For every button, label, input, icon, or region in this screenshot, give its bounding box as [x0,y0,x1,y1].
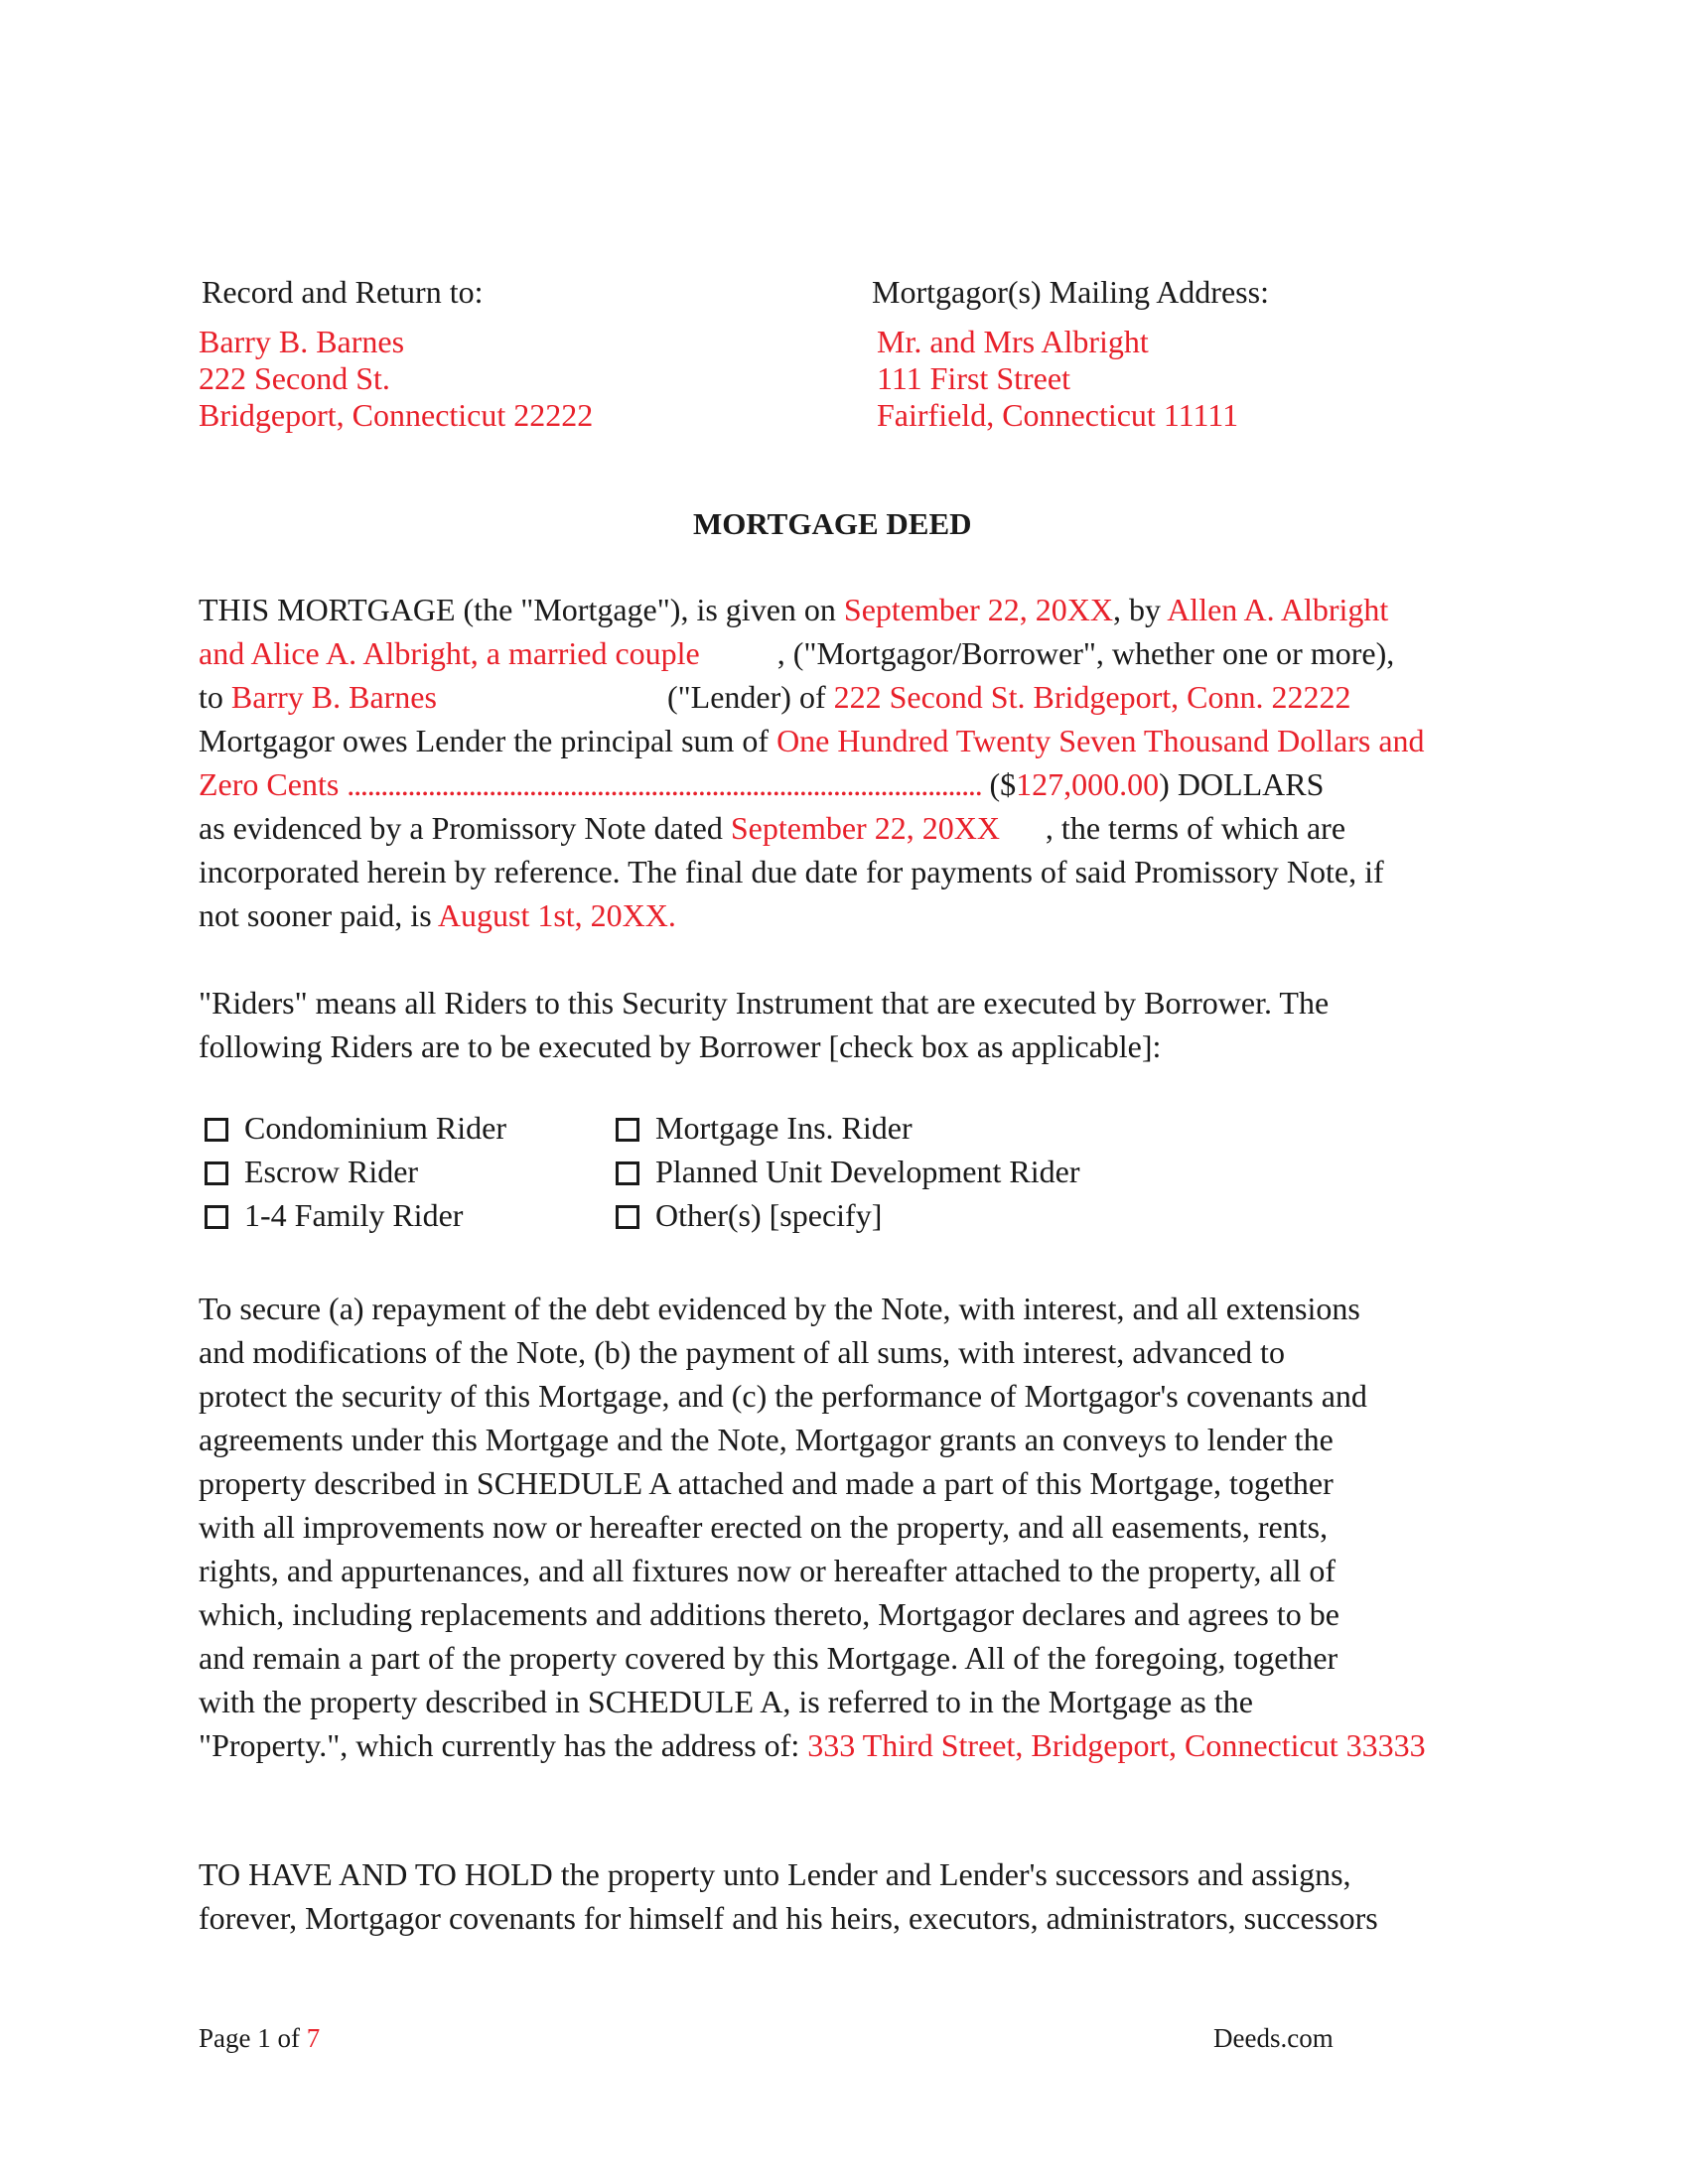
mailing-city: Fairfield, Connecticut 11111 [877,397,1239,433]
amount-number: 127,000.00 [1016,766,1160,802]
rider-mortgage-ins[interactable]: Mortgage Ins. Rider [616,1110,913,1147]
checkbox-icon[interactable] [616,1205,639,1229]
rider-escrow[interactable]: Escrow Rider [205,1154,418,1190]
lender-address: 222 Second St. Bridgeport, Conn. 22222 [833,679,1351,715]
return-street: 222 Second St. [199,360,390,396]
rider-other[interactable]: Other(s) [specify] [616,1197,882,1234]
note-date: September 22, 20XX [730,810,1000,846]
page-number: Page 1 of 7 [199,2023,321,2053]
checkbox-icon[interactable] [616,1161,639,1185]
final-due-date: August 1st, 20XX. [437,897,676,933]
site-name: Deeds.com [1213,2023,1334,2053]
dot-leader: .............................................................................................. [347,766,982,802]
checkbox-icon[interactable] [205,1205,228,1229]
habendum-paragraph: TO HAVE AND TO HOLD the property unto Lender and Lender's successors and assigns, forever, Mortgagor covenants for himself and his heirs, executors, administrators, successors [199,1856,1378,1936]
amount-words: One Hundred Twenty Seven Thousand Dollars and [776,723,1425,758]
mailing-street: 111 First Street [877,360,1070,396]
lender-name: Barry B. Barnes [230,679,437,715]
rider-planned-unit[interactable]: Planned Unit Development Rider [616,1154,1079,1190]
riders-paragraph: "Riders" means all Riders to this Security Instrument that are executed by Borrower. The following Riders are to be executed by Borrower [check box as applicable]: [199,985,1330,1064]
checkbox-icon[interactable] [205,1118,228,1142]
borrower-name-cont: and Alice A. Albright, a married couple [199,635,700,671]
rider-condominium[interactable]: Condominium Rider [205,1110,506,1147]
mortgage-paragraph: THIS MORTGAGE (the "Mortgage"), is given on September 22, 20XX, by Allen A. Albright and Alice A. Albright, a married couple , ("Mortgagor/Borrower", whether one or more), to Barry B. Barnes ("Lender) of 222 Second St. Bridgeport, Conn. 22222 Mortgagor owes Lender the principal sum of One Hundred Twenty Seven Thousand Dollars and Zero Cents .............................................................................................. ($127,000.00) DOLLARS as evidenced by a Promissory Note dated September 22, 20XX , the terms of which are incorporated herein by reference. The final due date for payments of said Promissory Note, if not sooner paid, is August 1st, 20XX. [199,592,1425,933]
document-title: MORTGAGE DEED [693,506,972,541]
rider-family[interactable]: 1-4 Family Rider [205,1197,463,1234]
property-address: 333 Third Street, Bridgeport, Connecticut 33333 [807,1727,1426,1763]
checkbox-icon[interactable] [616,1118,639,1142]
return-city: Bridgeport, Connecticut 22222 [199,397,594,433]
return-label: Record and Return to: [202,274,484,310]
mailing-name: Mr. and Mrs Albright [877,324,1149,359]
borrower-name: Allen A. Albright [1167,592,1389,627]
mortgage-date: September 22, 20XX [843,592,1113,627]
return-name: Barry B. Barnes [199,324,405,359]
amount-words-cont: Zero Cents [199,766,340,802]
grant-paragraph: To secure (a) repayment of the debt evidenced by the Note, with interest, and all extensions and modifications of the Note, (b) the payment of all sums, with interest, advanced to protect the security of this Mortgage, and (c) the performance of Mortgagor's covenants and agreements under this Mortgage and the Note, Mortgagor grants an conveys to lender the property described in SCHEDULE A attached and made a part of this Mortgage, together with all improvements now or hereafter erected on the property, and all easements, rents, rights, and appurtenances, and all fixtures now or hereafter attached to the property, all of which, including replacements and additions thereto, Mortgagor declares and agrees to be and remain a part of the property covered by this Mortgage. All of the foregoing, together with the property described in SCHEDULE A, is referred to in the Mortgage as the "Property.", which currently has the address of: 333 Third Street, Bridgeport, Connecticut 33333 [199,1291,1426,1763]
checkbox-icon[interactable] [205,1161,228,1185]
page-total: 7 [306,2023,321,2053]
mailing-label: Mortgagor(s) Mailing Address: [872,274,1269,310]
